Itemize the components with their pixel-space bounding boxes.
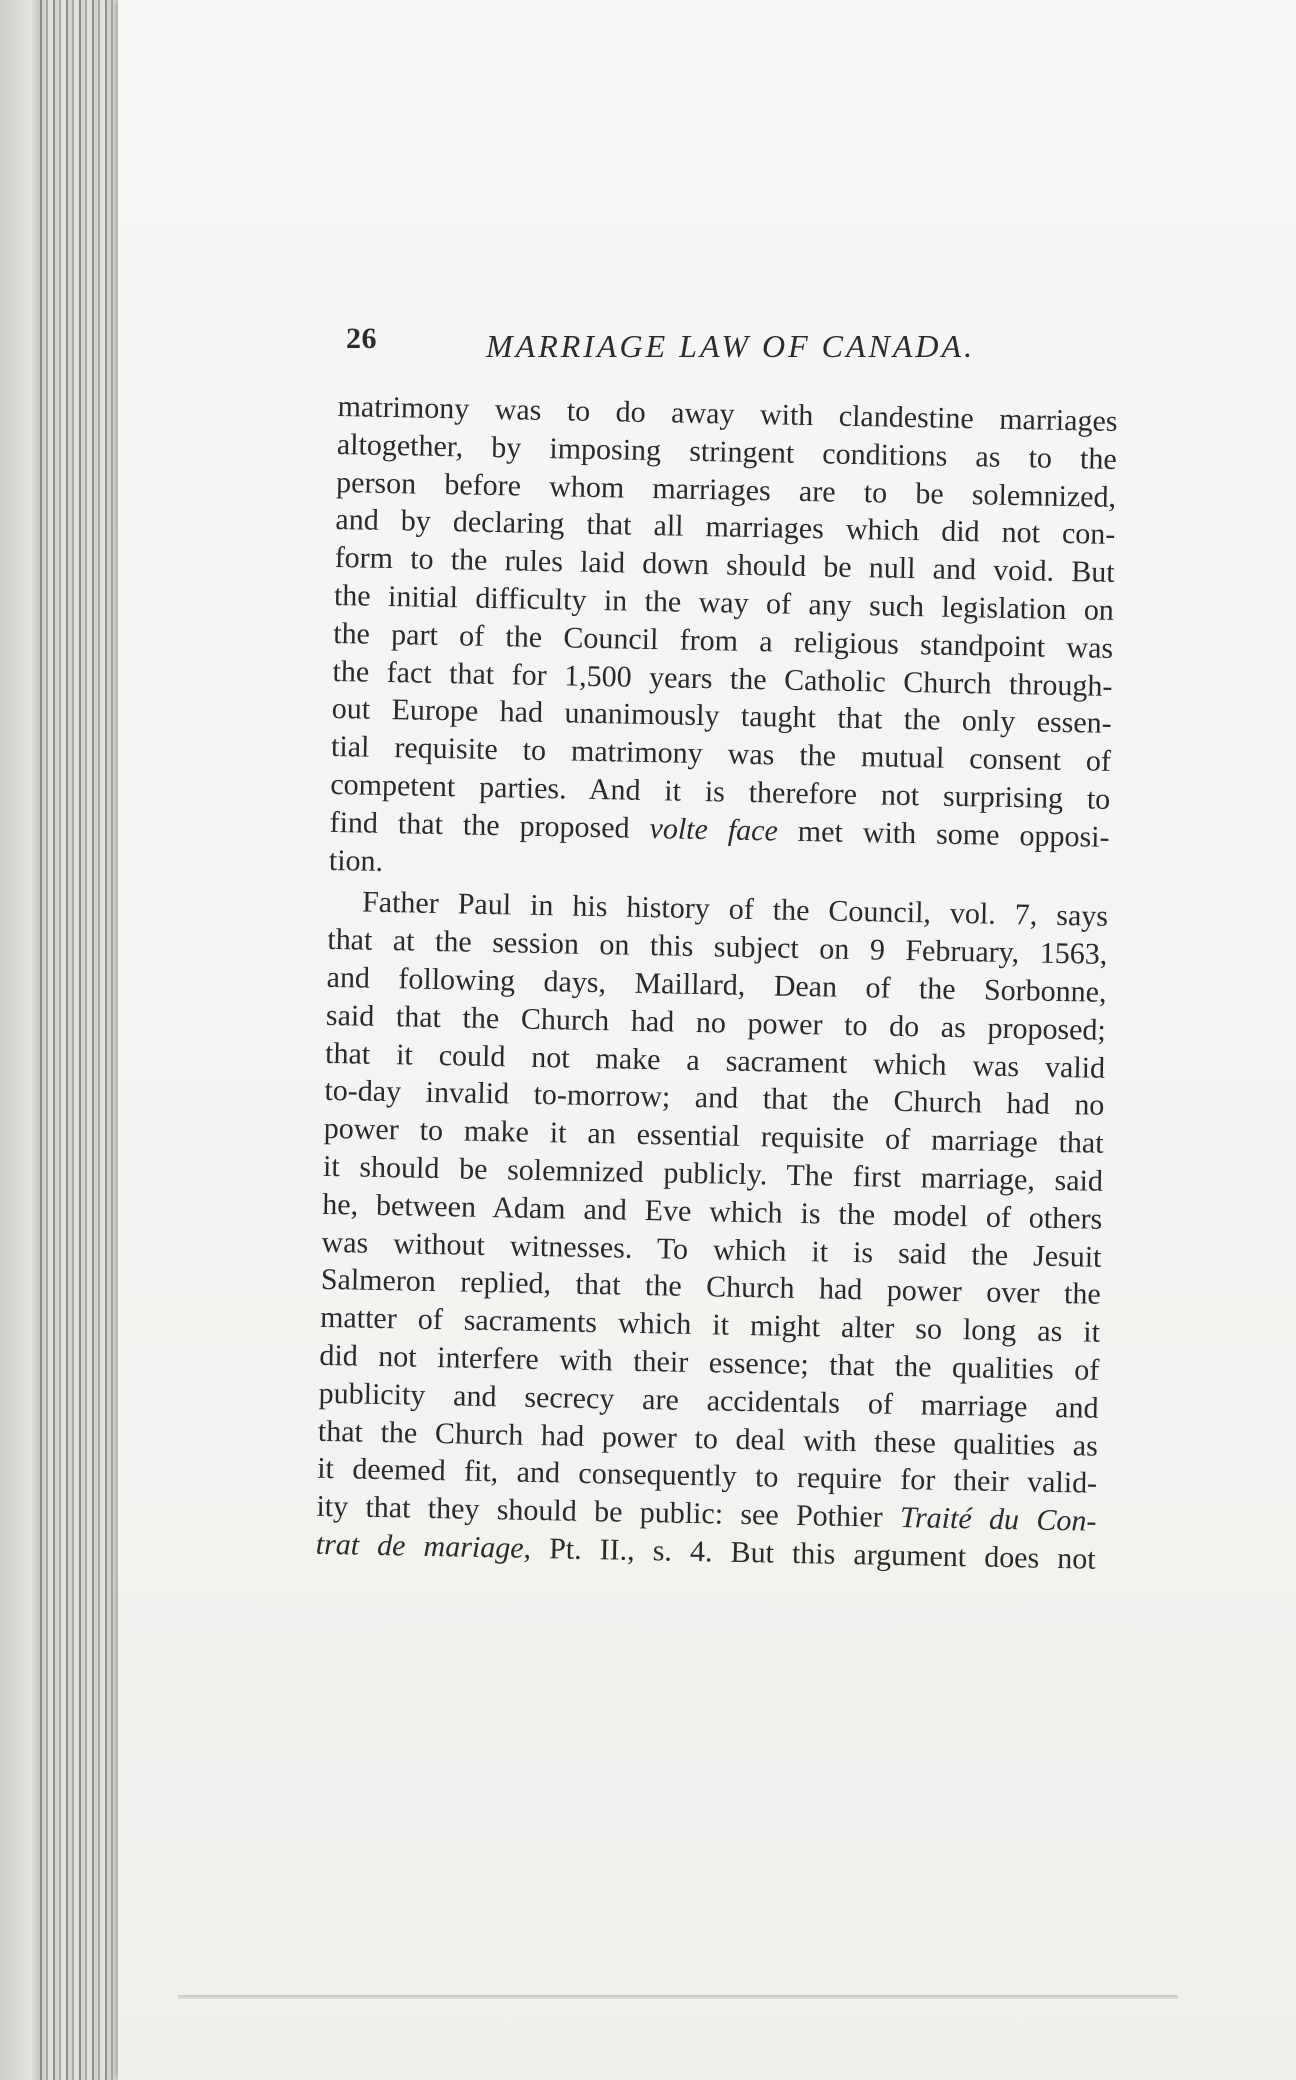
text-line: Salmeron replied, that the Church had power over the [320, 1263, 1102, 1312]
page-number: 26 [346, 322, 377, 355]
text-run: find that the proposed [329, 805, 650, 845]
running-head: MARRIAGE LAW OF CANADA. [486, 328, 976, 364]
page-edges [40, 0, 130, 2080]
text-line: form to the rules laid down should be null and void. But [334, 541, 1115, 590]
page-header [346, 318, 1006, 368]
text-line: tion. [328, 843, 384, 878]
italic-phrase-volte-face: volte face [649, 811, 779, 848]
text-line: and following days, Maillard, Dean of the Sorbonne, [326, 960, 1107, 1009]
text-line: did not interfere with their essence; that the qualities of [319, 1338, 1100, 1387]
book-binding-shadow [0, 0, 44, 2080]
text-line: he, between Adam and Eve which is the model of others [322, 1187, 1103, 1236]
text-line: altogether, by imposing stringent conditions as to the [336, 427, 1118, 476]
paragraph-2 [315, 883, 1108, 1578]
text-run: ity that they should be public: see Pothier [316, 1489, 901, 1535]
text-line: tial requisite to matrimony was the mutual consent of [330, 730, 1112, 779]
text-line: publicity and secrecy are accidentals of marriage and [318, 1376, 1099, 1425]
text-line: power to make it an essential requisite of marriage that [323, 1112, 1104, 1160]
text-line: that it could not make a sacrament which was valid [324, 1036, 1106, 1085]
text-line: that at the session on this subject on 9 February, 1563, [327, 923, 1108, 972]
page-bottom-rule [178, 1995, 1178, 1999]
text-run: met with some opposi- [777, 814, 1110, 854]
text-line: and by declaring that all marriages which did not con- [335, 503, 1116, 552]
text-line: matter of sacraments which it might alter so long as it [319, 1300, 1101, 1349]
text-line: that the Church had power to deal with these qualities as [317, 1414, 1099, 1463]
text-line: competent parties. And it is therefore not surprising to [330, 767, 1111, 816]
text-run: Pt. II., s. 4. But this argument does not [530, 1531, 1096, 1576]
text-line: was without witnesses. To which it is said the Jesuit [321, 1225, 1102, 1274]
text-line: it should be solemnized publicly. The first marriage, said [322, 1149, 1104, 1198]
paragraph-1 [329, 388, 1118, 894]
italic-citation-title: Traité du Con- [899, 1501, 1097, 1538]
text-line: to-day invalid to-morrow; and that the Church had no [324, 1074, 1105, 1123]
italic-citation-title-cont: trat de mariage, [315, 1527, 532, 1565]
text-line: the initial difficulty in the way of any such legislation on [333, 578, 1115, 627]
text-line: the fact that for 1,500 years the Catholic Church through- [332, 654, 1113, 703]
text-line: said that the Church had no power to do as proposed; [325, 998, 1107, 1047]
text-line: Father Paul in his history of the Council, vol. 7, says [361, 885, 1109, 934]
body-text [315, 388, 1117, 1578]
text-line: the part of the Council from a religious standpoint was [332, 616, 1114, 665]
text-line: it deemed fit, and consequently to require for their valid- [316, 1452, 1098, 1501]
text-line: person before whom marriages are to be solemnized, [335, 465, 1117, 514]
text-line: out Europe had unanimously taught that the only essen- [331, 692, 1113, 741]
text-line: matrimony was to do away with clandestine marriages [337, 389, 1118, 438]
